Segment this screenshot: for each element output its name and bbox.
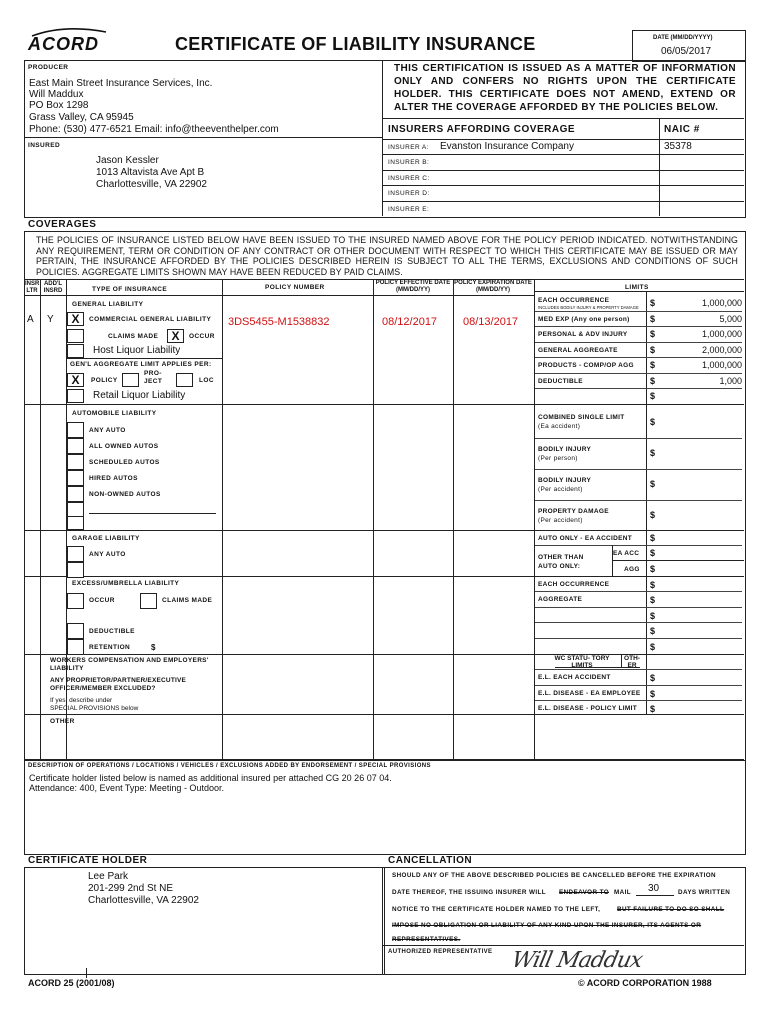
producer-contact: Will Maddux [29, 89, 84, 100]
cancel-line4: IMPOSE NO OBLIGATION OR LIABILITY OF ANY KIND UPON THE INSURER, ITS AGENTS OR [392, 922, 702, 929]
claims-made-checkbox[interactable] [67, 329, 84, 343]
cancel-line2d: DAYS WRITTEN [678, 889, 731, 896]
gl-heading: GENERAL LIABILITY [72, 301, 144, 308]
commercial-gl-label: COMMERCIAL GENERAL LIABILITY [89, 316, 212, 323]
gl-insr-letter: A [27, 314, 34, 325]
umbrella-heading: EXCESS/UMBRELLA LIABILITY [72, 580, 180, 587]
umbrella-claims-made-checkbox[interactable] [140, 593, 157, 609]
scheduled-autos-label: SCHEDULED AUTOS [89, 459, 160, 466]
workers-question: ANY PROPRIETOR/PARTNER/EXECUTIVE OFFICER/MEMBER EXCLUDED? [50, 677, 187, 692]
cancel-line2b: ENDEAVOR TO [559, 889, 609, 896]
occur-label: OCCUR [189, 333, 215, 340]
date-value: 06/05/2017 [661, 46, 712, 57]
wc-other-label: OTH- ER [624, 655, 640, 669]
gl-limit-amount: 1,000,000 [701, 329, 742, 339]
cancel-line3b: BUT FAILURE TO DO SO SHALL [617, 906, 725, 913]
col-eff: POLICY EFFECTIVE DATE (MM/DD/YY) [375, 280, 451, 293]
loc-checkbox[interactable] [176, 373, 193, 387]
gl-limit-label: PRODUCTS - COMP/OP AGG [538, 362, 634, 369]
insurer-label: INSURER C: [388, 174, 430, 182]
host-liquor-label: Host Liquor Liability [93, 345, 181, 356]
retail-liquor-checkbox[interactable] [67, 389, 84, 403]
garage-any-auto-label: ANY AUTO [89, 551, 126, 558]
garage-auto-only-label: AUTO ONLY - EA ACCIDENT [538, 535, 633, 542]
umbrella-each-occ-label: EACH OCCURRENCE [538, 581, 610, 588]
auth-rep-label: AUTHORIZED REPRESENTATIVE [388, 949, 493, 955]
umbrella-deductible-label: DEDUCTIBLE [89, 628, 135, 635]
holder-address: 201-299 2nd St NE [88, 883, 174, 894]
col-insr: INSR LTR [25, 281, 40, 294]
insurer-name: Evanston Insurance Company [440, 141, 574, 152]
insurer-label: INSURER D: [388, 190, 430, 198]
insurers-heading: INSURERS AFFORDING COVERAGE [388, 124, 576, 135]
holder-city: Charlottesville, VA 22902 [88, 895, 199, 906]
coverages-statement: THE POLICIES OF INSURANCE LISTED BELOW HAVE BEEN ISSUED TO THE INSURED NAMED ABOVE FOR THE POLICY PERIOD INDICATED. NOTWITHSTANDING ANY REQUIREMENT, TERM OR CONDITION OF ANY CONTRACT OR OTHER DOCUMENT WITH RESPECT TO WHICH THIS CERTIFICATE MAY BE ISSUED OR MAY PERTAIN, THE INSURANCE AFFORDED BY THE POLICIES DESCRIBED HEREIN IS SUBJECT TO ALL THE TERMS, EXCLUSIONS AND CONDITIONS OF SUCH POLICIES. AGGREGATE LIMITS SHOWN MAY HAVE BEEN REDUCED BY PAID CLAIMS. [36, 235, 738, 277]
auto-bi-acc-sub: (Per accident) [538, 486, 583, 493]
claims-made-label: CLAIMS MADE [108, 333, 159, 340]
umbrella-occur-label: OCCUR [89, 597, 115, 604]
el-disease-employee-label: E.L. DISEASE - EA EMPLOYEE [538, 690, 641, 697]
any-auto-checkbox[interactable] [67, 422, 84, 438]
auto-pd-label: PROPERTY DAMAGE [538, 508, 609, 515]
holder-heading: CERTIFICATE HOLDER [28, 855, 148, 866]
hired-autos-checkbox[interactable] [67, 470, 84, 486]
form-title: CERTIFICATE OF LIABILITY INSURANCE [175, 34, 536, 54]
col-type: TYPE OF INSURANCE [92, 286, 168, 293]
cancel-line1: SHOULD ANY OF THE ABOVE DESCRIBED POLICIES BE CANCELLED BEFORE THE EXPIRATION [392, 872, 716, 879]
insurer-label: INSURER B: [388, 159, 430, 167]
cancel-line5: REPRESENTATIVES. [392, 936, 461, 943]
producer-name: East Main Street Insurance Services, Inc. [29, 78, 213, 89]
garage-auto-only2-label: AUTO ONLY: [538, 563, 581, 570]
umbrella-occur-checkbox[interactable] [67, 593, 84, 609]
workers-special: SPECIAL PROVISIONS below [50, 705, 139, 712]
description-box [24, 759, 746, 855]
copyright: © ACORD CORPORATION 1988 [578, 978, 712, 988]
any-auto-label: ANY AUTO [89, 427, 126, 434]
el-disease-policy-label: E.L. DISEASE - POLICY LIMIT [538, 705, 637, 712]
insured-address: 1013 Altavista Ave Apt B [96, 167, 205, 178]
description-line2: Attendance: 400, Event Type: Meeting - Outdoor. [29, 783, 224, 793]
auto-other2-checkbox[interactable] [67, 516, 84, 530]
description-line1: Certificate holder listed below is named as additional insured per attached CG 20 26 07 04. [29, 773, 392, 783]
loc-label: LOC [199, 377, 214, 384]
auto-csl-label: COMBINED SINGLE LIMIT [538, 414, 625, 421]
umbrella-claims-made-label: CLAIMS MADE [162, 597, 213, 604]
garage-agg-label: AGG [624, 566, 640, 573]
gl-agg-applies-label: GEN'L AGGREGATE LIMIT APPLIES PER: [70, 361, 212, 368]
info-notice: THIS CERTIFICATION IS ISSUED AS A MATTER OF INFORMATION ONLY AND CONFERS NO RIGHTS UPON THE CERTIFICATE HOLDER. THIS CERTIFICATE DOES NOT AMEND, EXTEND OR ALTER THE COVERAGE AFFORDED BY THE POLICIES BELOW. [394, 63, 736, 113]
gl-limit-amount: 1,000,000 [701, 298, 742, 308]
authorized-signature: Will Maddux [509, 948, 645, 973]
wc-statu-label: WC STATU- TORY LIMITS [554, 655, 610, 669]
all-owned-autos-checkbox[interactable] [67, 438, 84, 454]
gl-limit-label: PERSONAL & ADV INJURY [538, 331, 628, 338]
col-exp: POLICY EXPIRATION DATE (MM/DD/YY) [454, 280, 532, 293]
insured-city: Charlottesville, VA 22902 [96, 179, 207, 190]
garage-heading: GARAGE LIABILITY [72, 535, 140, 542]
dollar-sign: $ [650, 298, 656, 308]
insurer-naic: 35378 [664, 141, 692, 152]
garage-other-checkbox[interactable] [67, 562, 84, 578]
non-owned-autos-label: NON-OWNED AUTOS [89, 491, 161, 498]
host-liquor-checkbox[interactable] [67, 344, 84, 358]
gl-limit-label: MED EXP (Any one person) [538, 315, 630, 323]
holder-name: Lee Park [88, 871, 129, 882]
gl-limit-amount: 1,000,000 [701, 360, 742, 370]
cancel-line3a: NOTICE TO THE CERTIFICATE HOLDER NAMED TO THE LEFT, [392, 906, 601, 913]
commercial-gl-checkbox[interactable]: X [67, 312, 84, 326]
producer-phone: Phone: (530) 477-6521 Email: info@theeventhelper.com [29, 124, 279, 135]
producer-po-box: PO Box 1298 [29, 100, 89, 111]
garage-ea-acc-label: EA ACC [613, 550, 640, 557]
cancel-line2a: DATE THEREOF, THE ISSUING INSURER WILL [392, 889, 546, 896]
dollar-sign: $ [650, 344, 656, 355]
form-number: ACORD 25 (2001/08) [28, 978, 115, 988]
umbrella-retention-checkbox[interactable] [67, 639, 84, 655]
gl-limit-amount: 5,000 [719, 313, 742, 324]
dollar-sign: $ [650, 360, 656, 370]
umbrella-retention-label: RETENTION [89, 644, 131, 651]
policy-checkbox[interactable]: X [67, 373, 84, 387]
insurer-label: INSURER E: [388, 205, 430, 213]
auto-bi-acc-label: BODILY INJURY [538, 477, 592, 484]
col-limits: LIMITS [625, 284, 649, 291]
gl-expiration-date: 08/13/2017 [463, 316, 519, 328]
occur-checkbox[interactable]: X [167, 329, 184, 343]
gl-effective-date: 08/12/2017 [382, 316, 438, 328]
gl-addl-insrd: Y [47, 314, 54, 325]
dollar-sign: $ [650, 313, 656, 324]
naic-heading: NAIC # [664, 124, 700, 135]
acord-logo: ACORD [24, 24, 114, 56]
auto-heading: AUTOMOBILE LIABILITY [72, 410, 157, 417]
hired-autos-label: HIRED AUTOS [89, 475, 138, 482]
project-checkbox[interactable] [122, 373, 139, 387]
producer-label: PRODUCER [28, 64, 69, 71]
auto-bi-person-sub: (Per person) [538, 455, 578, 462]
el-each-accident-label: E.L. EACH ACCIDENT [538, 674, 611, 681]
garage-any-auto-checkbox[interactable] [67, 546, 84, 562]
umbrella-deductible-checkbox[interactable] [67, 623, 84, 639]
gl-limit-label: EACH OCCURRENCE [538, 297, 610, 304]
auto-pd-sub: (Per accident) [538, 517, 583, 524]
gl-limit-note: INCLUDES BODILY INJURY & PROPERTY DAMAGE [538, 305, 639, 310]
dollar-sign: $ [650, 391, 656, 401]
cancel-days: 30 [648, 883, 660, 894]
gl-limit-label: GENERAL AGGREGATE [538, 346, 618, 354]
date-box: DATE (MM/DD/YYYY) 06/05/2017 [632, 30, 746, 62]
workers-describe: If yes, describe under [50, 697, 113, 704]
gl-policy-number: 3DS5455-M1538832 [228, 316, 330, 328]
coverages-heading: COVERAGES [28, 219, 97, 230]
col-addl: ADD'L INSRD [43, 281, 63, 294]
all-owned-autos-label: ALL OWNED AUTOS [89, 443, 159, 450]
garage-other-than-label: OTHER THAN [538, 554, 584, 561]
holder-box [24, 867, 385, 975]
gl-limit-label: DEDUCTIBLE [538, 377, 583, 385]
retail-liquor-label: Retail Liquor Liability [93, 390, 186, 401]
cancellation-heading: CANCELLATION [388, 855, 473, 866]
policy-label: POLICY [91, 377, 118, 384]
project-label: PRO- JECT [144, 370, 163, 385]
auto-csl-sub: (Ea accident) [538, 423, 581, 430]
insured-name: Jason Kessler [96, 155, 159, 166]
workers-heading: WORKERS COMPENSATION AND EMPLOYERS' LIABILITY [50, 657, 209, 672]
insurer-label: INSURER A: [388, 144, 429, 151]
dollar-sign: $ [650, 329, 656, 339]
producer-city: Grass Valley, CA 95945 [29, 112, 134, 123]
gl-limit-amount: 1,000 [719, 375, 742, 386]
insured-label: INSURED [28, 142, 61, 149]
description-label: DESCRIPTION OF OPERATIONS / LOCATIONS / VEHICLES / EXCLUSIONS ADDED BY ENDORSEMENT / SPECIAL PROVISIONS [28, 763, 431, 769]
umbrella-aggregate-label: AGGREGATE [538, 596, 583, 603]
other-label: OTHER [50, 718, 75, 725]
cancel-line2c: MAIL [614, 889, 631, 896]
non-owned-autos-checkbox[interactable] [67, 486, 84, 502]
col-policy: POLICY NUMBER [265, 284, 325, 291]
dollar-sign: $ [650, 375, 656, 386]
auto-bi-person-label: BODILY INJURY [538, 446, 592, 453]
gl-limit-amount: 2,000,000 [701, 344, 742, 355]
scheduled-autos-checkbox[interactable] [67, 454, 84, 470]
